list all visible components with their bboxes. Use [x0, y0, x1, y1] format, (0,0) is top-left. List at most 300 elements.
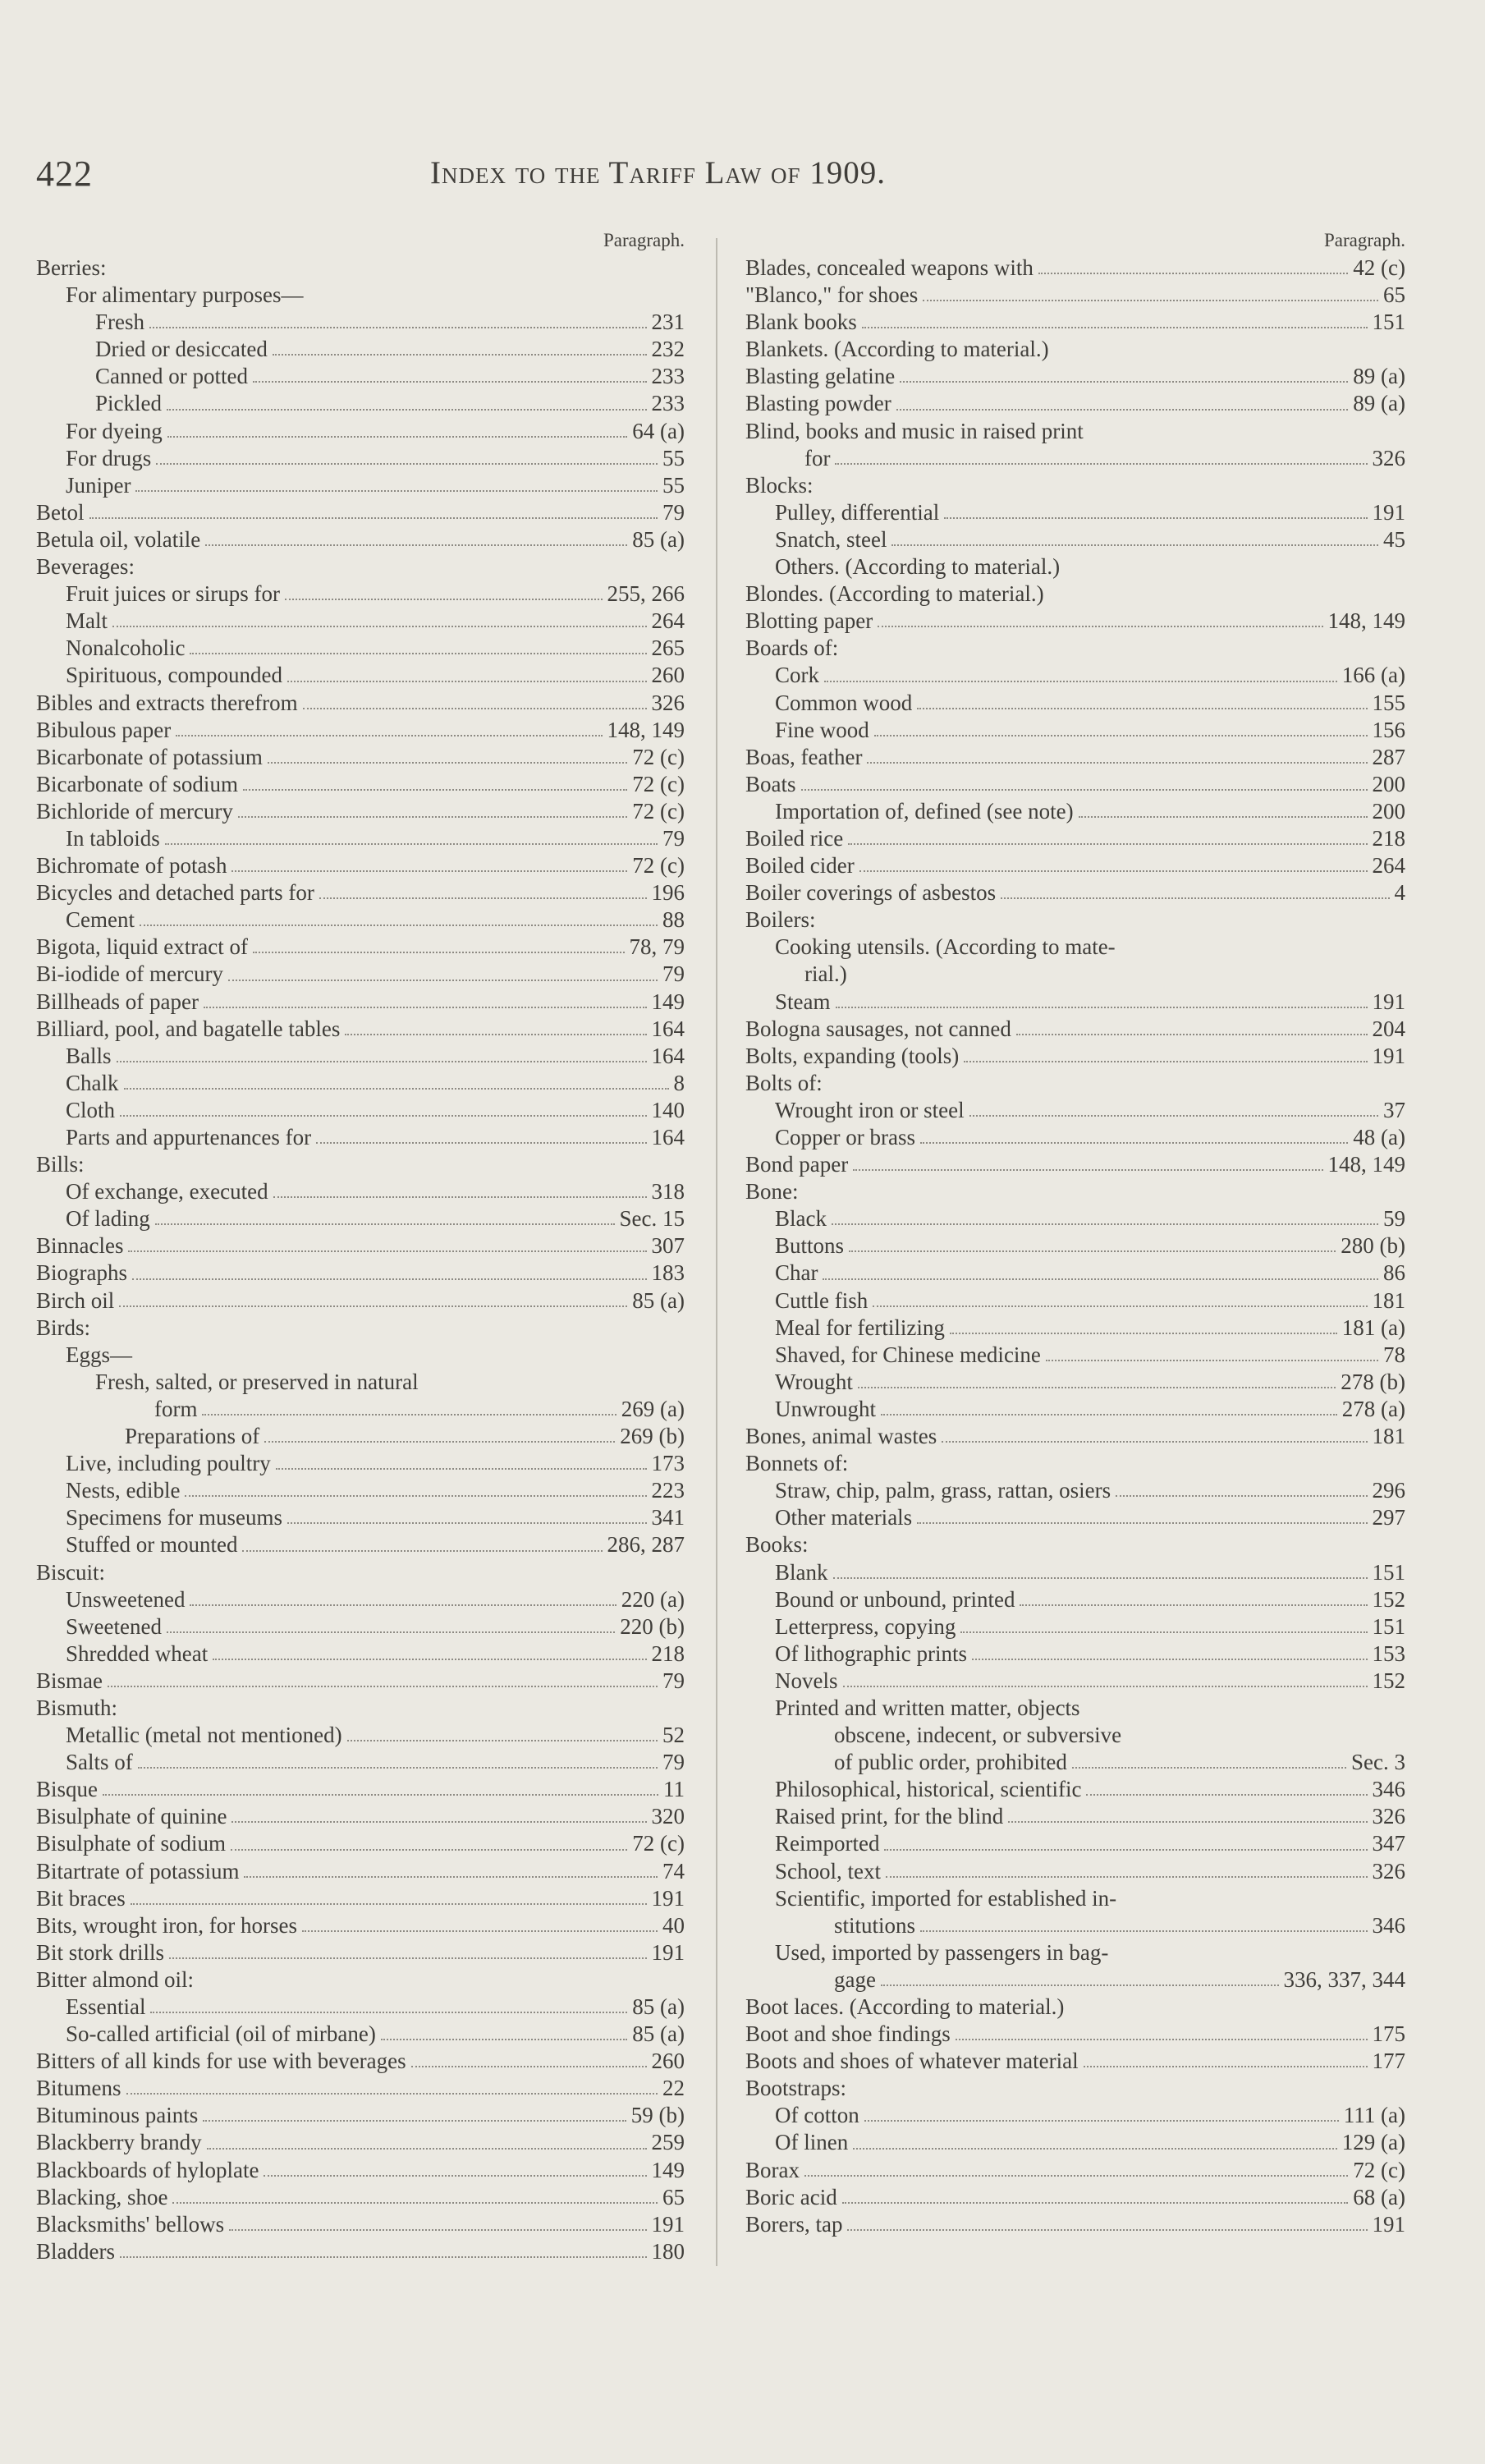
dot-leader — [881, 1985, 1279, 1986]
entry-term: Novels — [775, 1668, 838, 1693]
paragraph-reference: 79 — [662, 961, 685, 987]
paragraph-reference: 129 (a) — [1341, 2130, 1405, 2155]
entry-term: Beverages: — [36, 554, 135, 580]
entry-term: Bisulphate of sodium — [36, 1831, 226, 1856]
index-entry — [36, 1232, 685, 1260]
entry-term: Bitters of all kinds for use with beverages — [36, 2049, 406, 2074]
index-entry — [36, 2211, 685, 2238]
dot-leader — [135, 490, 658, 492]
index-entry — [745, 1124, 1405, 1151]
entry-term: Unsweetened — [66, 1586, 186, 1612]
paragraph-reference: 72 (c) — [632, 1831, 685, 1856]
index-entry — [745, 635, 1405, 662]
entry-term: Bills: — [36, 1152, 85, 1177]
index-entry — [745, 1070, 1405, 1097]
index-entry — [36, 1396, 685, 1423]
entry-term: Bones, animal wastes — [745, 1424, 937, 1449]
paragraph-reference: 307 — [651, 1233, 685, 1259]
entry-term: Malt — [66, 608, 108, 634]
entry-term: Of lading — [66, 1206, 150, 1232]
paragraph-reference: 280 (b) — [1341, 1233, 1405, 1259]
dot-leader — [156, 463, 658, 465]
paragraph-reference: 260 — [651, 2049, 685, 2074]
index-entry — [36, 934, 685, 961]
index-entry — [36, 363, 685, 390]
entry-term: Used, imported by passengers in bag- — [775, 1939, 1109, 1965]
dot-leader — [131, 1903, 647, 1905]
running-title: Index to the Tariff Law of 1909. — [430, 155, 887, 190]
dot-leader — [920, 1930, 1367, 1932]
index-entry — [745, 390, 1405, 417]
entry-term: Blackberry brandy — [36, 2130, 202, 2155]
entry-term: Binnacles — [36, 1233, 124, 1259]
entry-term: Stuffed or mounted — [66, 1532, 238, 1558]
index-entry — [745, 771, 1405, 798]
entry-term: of public order, prohibited — [834, 1750, 1067, 1775]
entry-term: Other materials — [775, 1505, 913, 1530]
paragraph-reference: 175 — [1372, 2021, 1405, 2047]
entry-term: Bit braces — [36, 1885, 126, 1911]
index-entry — [745, 282, 1405, 309]
dot-leader — [273, 354, 647, 356]
entry-term: Snatch, steel — [775, 526, 887, 552]
dot-leader — [126, 2093, 658, 2095]
entry-term: Bismae — [36, 1668, 103, 1693]
paragraph-reference: 286, 287 — [607, 1532, 685, 1558]
index-entry — [745, 1504, 1405, 1531]
entry-term: Blankets. (According to material.) — [745, 337, 1049, 362]
paragraph-reference: 177 — [1372, 2049, 1405, 2074]
dot-leader — [231, 870, 627, 872]
paragraph-reference: 220 (b) — [620, 1613, 685, 1639]
entry-term: Blasting powder — [745, 391, 891, 416]
index-entry — [745, 363, 1405, 390]
paragraph-reference: 72 (c) — [632, 744, 685, 769]
dot-leader — [1079, 816, 1368, 818]
entry-term: Pulley, differential — [775, 499, 940, 525]
paragraph-reference: 153 — [1372, 1640, 1405, 1666]
paragraph-reference: 149 — [651, 2157, 685, 2182]
index-entry — [36, 1315, 685, 1342]
paragraph-reference: 164 — [651, 1016, 685, 1041]
dot-leader — [185, 1495, 646, 1497]
entry-term: Bitartrate of potassium — [36, 1858, 240, 1884]
index-entry — [36, 1097, 685, 1124]
dot-leader — [1086, 1794, 1367, 1796]
index-entry — [745, 2075, 1405, 2102]
index-entry — [36, 526, 685, 553]
index-entry — [36, 1504, 685, 1531]
index-entry — [36, 1260, 685, 1287]
dot-leader — [859, 870, 1368, 872]
entry-term: Boilers: — [745, 907, 816, 933]
dot-leader — [873, 1305, 1367, 1307]
entry-term: Bits, wrought iron, for horses — [36, 1912, 297, 1938]
index-entry — [36, 825, 685, 852]
entry-list — [36, 255, 685, 2265]
index-column-right — [745, 227, 1405, 2238]
index-entry — [745, 1966, 1405, 1994]
dot-leader — [167, 436, 628, 438]
entry-term: Shaved, for Chinese medicine — [775, 1342, 1041, 1367]
index-entry — [745, 879, 1405, 906]
paragraph-reference: 318 — [651, 1179, 685, 1204]
entry-term: obscene, indecent, or subversive — [834, 1723, 1122, 1748]
dot-leader — [149, 327, 647, 328]
entry-term: Cloth — [66, 1097, 116, 1122]
paragraph-reference: 152 — [1372, 1668, 1405, 1693]
entry-term: form — [154, 1396, 198, 1421]
entry-term: Birch oil — [36, 1287, 115, 1313]
index-entry — [745, 825, 1405, 852]
dot-leader — [303, 708, 647, 709]
dot-leader — [411, 2066, 647, 2067]
index-entry — [745, 2157, 1405, 2184]
index-entry — [36, 418, 685, 445]
index-entry — [745, 690, 1405, 717]
dot-leader — [858, 1387, 1336, 1388]
paragraph-reference: 42 (c) — [1353, 255, 1405, 280]
paragraph-reference: 164 — [651, 1125, 685, 1149]
dot-leader — [804, 2175, 1348, 2177]
entry-term: School, text — [775, 1858, 881, 1884]
dot-leader — [833, 1577, 1368, 1579]
paragraph-reference: 151 — [1372, 310, 1405, 335]
index-entry — [36, 2129, 685, 2156]
dot-leader — [204, 1007, 647, 1008]
paragraph-reference: 59 (b) — [630, 2103, 685, 2128]
entry-term: Bonnets of: — [745, 1451, 849, 1476]
index-entry — [36, 2102, 685, 2129]
entry-term: Books: — [745, 1532, 809, 1558]
index-entry — [745, 1315, 1405, 1342]
index-entry — [745, 717, 1405, 744]
index-entry — [745, 1205, 1405, 1232]
paragraph-reference: 148, 149 — [1327, 1152, 1405, 1177]
paragraph-reference: 140 — [651, 1097, 685, 1122]
index-entry — [745, 2184, 1405, 2211]
index-column-left — [36, 227, 685, 2265]
entry-term: Letterpress, copying — [775, 1613, 956, 1639]
entry-term: Bichloride of mercury — [36, 798, 233, 824]
entry-term: Blackboards of hyloplate — [36, 2157, 259, 2182]
index-entry — [36, 1803, 685, 1830]
paragraph-reference: 191 — [1372, 989, 1405, 1014]
index-entry — [36, 989, 685, 1016]
entry-term: Canned or potted — [95, 364, 248, 389]
dot-leader — [347, 1740, 658, 1741]
dot-leader — [956, 2039, 1368, 2040]
paragraph-reference: 8 — [673, 1070, 685, 1095]
index-entry — [36, 771, 685, 798]
index-entry — [36, 879, 685, 906]
entry-term: Bisque — [36, 1777, 99, 1802]
dot-leader — [823, 1278, 1378, 1280]
index-entry — [36, 798, 685, 825]
entry-term: Cuttle fish — [775, 1287, 869, 1313]
index-entry — [745, 1097, 1405, 1124]
paragraph-reference: 48 (a) — [1353, 1125, 1405, 1149]
paragraph-reference: 255, 266 — [607, 581, 685, 607]
paragraph-reference: 260 — [651, 663, 685, 688]
index-entry — [745, 1668, 1405, 1695]
index-entry — [745, 445, 1405, 472]
paragraph-reference: 200 — [1372, 771, 1405, 796]
index-entry — [36, 1559, 685, 1586]
index-entry — [36, 1858, 685, 1885]
entry-term: Boas, feather — [745, 744, 863, 769]
paragraph-reference: 72 (c) — [1353, 2157, 1405, 2182]
index-entry — [36, 282, 685, 309]
entry-term: Bicarbonate of potassium — [36, 744, 263, 769]
paragraph-reference: 287 — [1372, 744, 1405, 769]
paragraph-reference: 346 — [1372, 1777, 1405, 1802]
paragraph-reference: 78 — [1383, 1342, 1405, 1367]
index-entry — [36, 2048, 685, 2075]
dot-leader — [801, 789, 1368, 791]
index-entry — [745, 1830, 1405, 1857]
entry-term: Bi-iodide of mercury — [36, 961, 223, 987]
index-entry — [745, 1803, 1405, 1830]
dot-leader — [867, 762, 1367, 764]
paragraph-reference: 166 (a) — [1341, 663, 1405, 688]
paragraph-reference: 269 (b) — [620, 1424, 685, 1449]
index-entry — [36, 445, 685, 472]
entry-term: Raised print, for the blind — [775, 1804, 1004, 1829]
entry-term: Of linen — [775, 2130, 849, 2155]
dot-leader — [302, 1930, 658, 1932]
index-entry — [745, 472, 1405, 499]
dot-leader — [150, 2012, 627, 2013]
paragraph-reference: 191 — [651, 1885, 685, 1911]
paragraph-reference: 89 (a) — [1353, 364, 1405, 389]
paragraph-reference: 200 — [1372, 798, 1405, 824]
entry-term: Blank — [775, 1559, 828, 1585]
index-entry — [745, 1043, 1405, 1070]
entry-term: Boiled cider — [745, 853, 855, 879]
paragraph-reference: 259 — [651, 2130, 685, 2155]
dot-leader — [896, 409, 1349, 411]
entry-term: Betula oil, volatile — [36, 526, 201, 552]
paragraph-reference: 52 — [662, 1723, 685, 1748]
index-entry — [36, 1994, 685, 2021]
paragraph-reference: 65 — [1383, 282, 1405, 308]
dot-leader — [120, 2256, 647, 2258]
entry-term: Cement — [66, 907, 135, 933]
paragraph-reference: 326 — [1372, 445, 1405, 470]
index-entry — [745, 1994, 1405, 2021]
index-entry — [745, 961, 1405, 988]
paragraph-reference: 269 (a) — [621, 1396, 685, 1421]
paragraph-reference: 346 — [1372, 1912, 1405, 1938]
paragraph-reference: 264 — [1372, 853, 1405, 879]
paragraph-reference: 278 (a) — [1341, 1396, 1405, 1421]
paragraph-reference: 55 — [662, 472, 685, 498]
index-entry — [36, 472, 685, 499]
paragraph-reference: 151 — [1372, 1613, 1405, 1639]
index-entry — [745, 1531, 1405, 1558]
paragraph-reference: 232 — [651, 337, 685, 362]
paragraph-reference: 111 (a) — [1343, 2103, 1405, 2128]
paragraph-reference: 218 — [651, 1640, 685, 1666]
entry-term: Bibulous paper — [36, 717, 172, 742]
index-entry — [745, 1939, 1405, 1966]
index-entry — [745, 852, 1405, 879]
dot-leader — [960, 1631, 1367, 1633]
dot-leader — [847, 2229, 1367, 2231]
dot-leader — [942, 1441, 1367, 1443]
index-entry — [745, 309, 1405, 336]
dot-leader — [108, 1686, 658, 1687]
entry-term: For dyeing — [66, 418, 163, 443]
index-entry — [745, 2129, 1405, 2156]
index-entry — [745, 580, 1405, 608]
paragraph-reference: 79 — [662, 1668, 685, 1693]
index-entry — [745, 1396, 1405, 1423]
paragraph-reference: 191 — [651, 2211, 685, 2237]
entry-term: Bond paper — [745, 1152, 849, 1177]
index-entry — [36, 336, 685, 363]
entry-term: Biscuit: — [36, 1559, 106, 1585]
dot-leader — [202, 1414, 616, 1416]
index-entry — [36, 2184, 685, 2211]
index-entry — [36, 662, 685, 689]
dot-leader — [119, 1305, 627, 1307]
index-entry — [36, 1749, 685, 1776]
paragraph-reference: 89 (a) — [1353, 391, 1405, 416]
entry-term: Common wood — [775, 690, 913, 715]
paragraph-reference: 59 — [1383, 1206, 1405, 1232]
index-entry — [36, 1450, 685, 1477]
index-entry — [745, 2021, 1405, 2048]
paragraph-reference: 341 — [651, 1505, 685, 1530]
paragraph-reference: 191 — [1372, 1043, 1405, 1068]
index-entry — [745, 1722, 1405, 1749]
entry-term: Spirituous, compounded — [66, 663, 282, 688]
index-entry — [36, 2075, 685, 2102]
dot-leader — [276, 1468, 647, 1470]
entry-term: Bit stork drills — [36, 1939, 165, 1965]
index-entry — [36, 852, 685, 879]
dot-leader — [231, 1821, 646, 1823]
dot-leader — [923, 300, 1378, 301]
entry-term: Steam — [775, 989, 831, 1014]
dot-leader — [242, 1550, 602, 1552]
dot-leader — [1072, 1767, 1346, 1769]
entry-term: Boots and shoes of whatever material — [745, 2049, 1079, 2074]
index-entry — [36, 1369, 685, 1396]
paragraph-reference: 278 (b) — [1341, 1369, 1405, 1394]
index-entry — [36, 309, 685, 336]
dot-leader — [213, 1659, 646, 1660]
dot-leader — [853, 1169, 1322, 1171]
paragraph-reference: 85 (a) — [632, 1994, 685, 2019]
entry-term: Boiler coverings of asbestos — [745, 880, 997, 906]
paragraph-reference: 72 (c) — [632, 853, 685, 879]
paragraph-reference: 45 — [1383, 526, 1405, 552]
dot-leader — [264, 1441, 615, 1443]
entry-term: Boot and shoe findings — [745, 2021, 951, 2047]
entry-term: Fresh — [95, 310, 144, 335]
index-entry — [745, 1178, 1405, 1205]
paragraph-reference: 191 — [1372, 499, 1405, 525]
entry-term: Black — [775, 1206, 827, 1232]
paragraph-reference: 231 — [651, 310, 685, 335]
entry-term: Live, including poultry — [66, 1451, 271, 1476]
dot-leader — [89, 517, 658, 519]
entry-term: "Blanco," for shoes — [745, 282, 919, 308]
entry-term: Specimens for museums — [66, 1505, 282, 1530]
entry-term: Fine wood — [775, 717, 869, 742]
entry-term: Blasting gelatine — [745, 364, 896, 389]
paragraph-reference: 22 — [662, 2076, 685, 2101]
dot-leader — [832, 1223, 1378, 1225]
entry-term: gage — [834, 1966, 876, 1992]
index-entry — [745, 1287, 1405, 1315]
index-entry — [36, 553, 685, 580]
entry-term: Bichromate of potash — [36, 853, 227, 879]
entry-term: Bisulphate of quinine — [36, 1804, 227, 1829]
dot-leader — [1016, 1034, 1368, 1035]
paragraph-reference: 72 (c) — [632, 798, 685, 824]
index-entry — [36, 906, 685, 934]
paragraph-reference: 326 — [1372, 1858, 1405, 1884]
entry-term: Copper or brass — [775, 1125, 915, 1149]
dot-leader — [207, 2148, 647, 2150]
paragraph-reference: 204 — [1372, 1016, 1405, 1041]
index-entry — [36, 1178, 685, 1205]
dot-leader — [117, 1061, 647, 1062]
index-entry — [745, 1423, 1405, 1450]
dot-leader — [917, 1522, 1367, 1524]
entry-term: Boiled rice — [745, 825, 844, 851]
dot-leader — [103, 1794, 658, 1796]
entry-term: Bladders — [36, 2238, 115, 2264]
entry-term: Bigota, liquid extract of — [36, 934, 248, 960]
paragraph-reference: 326 — [651, 690, 685, 715]
dot-leader — [205, 544, 627, 546]
entry-term: Boric acid — [745, 2184, 837, 2209]
index-entry — [745, 255, 1405, 282]
entry-term: Bolts, expanding (tools) — [745, 1043, 960, 1068]
dot-leader — [881, 1414, 1337, 1416]
index-entry — [745, 934, 1405, 961]
column-heading: Paragraph. — [1324, 230, 1405, 250]
dot-leader — [886, 1876, 1368, 1878]
entry-term: Betol — [36, 499, 85, 525]
index-entry — [745, 798, 1405, 825]
dot-leader — [319, 897, 647, 899]
entry-term: Parts and appurtenances for — [66, 1125, 312, 1149]
entry-term: Boot laces. (According to material.) — [745, 1994, 1065, 2019]
index-entry — [36, 1613, 685, 1640]
dot-leader — [884, 1849, 1367, 1851]
index-entry — [745, 1885, 1405, 1912]
dot-leader — [243, 789, 627, 791]
dot-leader — [165, 843, 658, 845]
column-divider — [716, 238, 717, 2266]
entry-term: Blind, books and music in raised print — [745, 418, 1084, 443]
dot-leader — [138, 1767, 658, 1769]
dot-leader — [229, 2229, 646, 2231]
dot-leader — [169, 1957, 646, 1959]
paragraph-reference: 297 — [1372, 1505, 1405, 1530]
dot-leader — [273, 1196, 647, 1198]
paragraph-reference: 180 — [651, 2238, 685, 2264]
paragraph-reference: 191 — [1372, 2211, 1405, 2237]
index-entry — [745, 1912, 1405, 1939]
dot-leader — [381, 2039, 627, 2040]
